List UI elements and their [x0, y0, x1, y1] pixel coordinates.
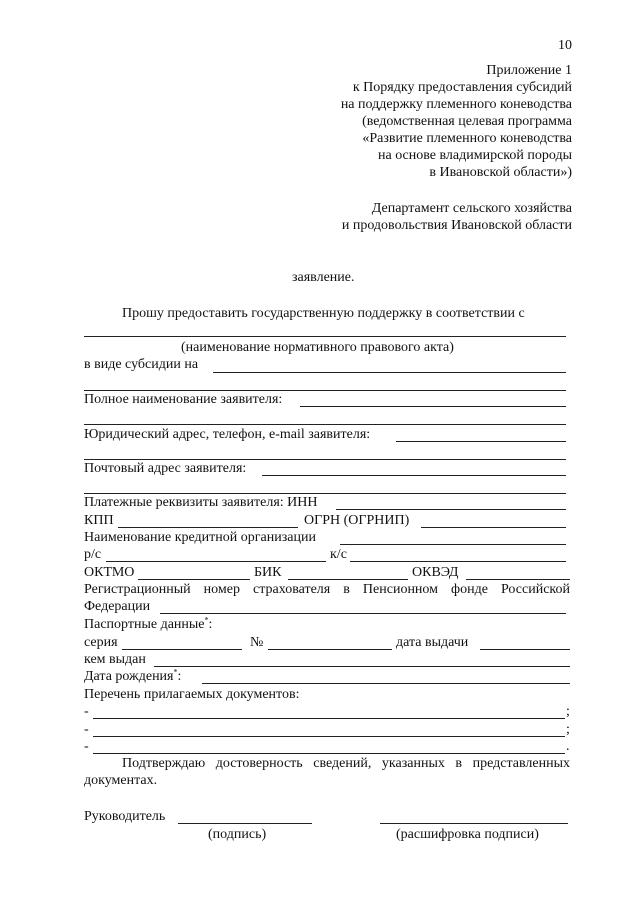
passport-colon: :: [208, 617, 213, 632]
full-name-label: Полное наименование заявителя:: [84, 392, 283, 407]
addressee-line-1: Департамент сельского хозяйства: [371, 201, 572, 216]
birth-date-label-text: Дата рождения: [84, 669, 174, 684]
doc-line-1[interactable]: [93, 718, 565, 719]
bik-label: БИК: [254, 565, 282, 580]
birth-date-colon: :: [177, 669, 182, 684]
appendix-line-1: Приложение 1: [486, 63, 572, 78]
addressee-line-2: и продовольствия Ивановской области: [341, 218, 572, 233]
payment-details-label: Платежные реквизиты заявителя: ИНН: [84, 495, 318, 510]
postal-address-label: Почтовый адрес заявителя:: [84, 461, 247, 476]
act-caption: (наименование нормативного правового акта): [181, 340, 454, 355]
signature-caption: (подпись): [208, 827, 267, 842]
signatory-role: Руководитель: [84, 809, 166, 824]
rs-line[interactable]: [106, 561, 326, 562]
doc-dash-3: -: [84, 739, 89, 754]
request-text: Прошу предоставить государственную поддержку в соответствии с: [122, 306, 525, 321]
number-label: №: [250, 635, 264, 650]
appendix-line-2: к Порядку предоставления субсидий: [352, 80, 572, 95]
postal-address-line[interactable]: [262, 475, 566, 476]
document-title: заявление.: [292, 270, 355, 285]
legal-address-label: Юридический адрес, телефон, e-mail заявителя:: [84, 427, 371, 442]
appendix-line-6: на основе владимирской породы: [377, 148, 572, 163]
birth-date-label: [84, 669, 181, 685]
doc-end-2: ;: [566, 722, 570, 737]
appendix-line-3: на поддержку племенного коневодства: [340, 97, 572, 112]
kpp-line[interactable]: [118, 527, 298, 528]
confirm-text-2: документах.: [84, 773, 158, 788]
number-line[interactable]: [268, 649, 392, 650]
birth-date-footnote-mark: *: [173, 667, 178, 677]
pension-reg-line[interactable]: [160, 613, 566, 614]
kpp-label: КПП: [84, 513, 114, 528]
signature-decode-line[interactable]: [380, 823, 568, 824]
oktmo-label: ОКТМО: [84, 565, 135, 580]
ogrn-line[interactable]: [421, 527, 566, 528]
passport-label-text: Паспортные данные: [84, 617, 205, 632]
documents-list-label: Перечень прилагаемых документов:: [84, 687, 300, 702]
pension-reg-label: Регистрационный номер страхователя в Пенсионном фонде Российской: [84, 582, 570, 597]
signature-line[interactable]: [178, 823, 312, 824]
issue-date-line[interactable]: [480, 649, 570, 650]
appendix-line-4: (ведомственная целевая программа: [362, 114, 572, 129]
doc-dash-2: -: [84, 722, 89, 737]
issued-by-line[interactable]: [154, 666, 570, 667]
ks-label: к/с: [330, 547, 347, 562]
series-label: серия: [84, 635, 118, 650]
issued-by-label: кем выдан: [84, 652, 146, 667]
doc-end-1: ;: [566, 704, 570, 719]
rs-label: р/с: [84, 547, 102, 562]
legal-address-line-2[interactable]: [84, 459, 566, 460]
subsidy-type-label: в виде субсидии на: [84, 357, 199, 372]
birth-date-line[interactable]: [202, 683, 570, 684]
doc-dash-1: -: [84, 704, 89, 719]
doc-line-3[interactable]: [93, 753, 565, 754]
bank-name-line[interactable]: [340, 544, 566, 545]
passport-footnote-mark: *: [204, 615, 209, 625]
oktmo-line[interactable]: [138, 579, 250, 580]
inn-line[interactable]: [336, 509, 566, 510]
issue-date-label: дата выдачи: [396, 635, 469, 650]
act-name-line[interactable]: [84, 336, 566, 337]
bik-line[interactable]: [288, 579, 408, 580]
doc-end-3: .: [566, 739, 570, 754]
bank-name-label: Наименование кредитной организации: [84, 530, 316, 545]
okved-label: ОКВЭД: [412, 565, 459, 580]
postal-address-line-2[interactable]: [84, 493, 566, 494]
subsidy-type-line-2[interactable]: [84, 390, 566, 391]
pension-reg-label-2: Федерации: [84, 599, 151, 614]
full-name-line[interactable]: [300, 406, 566, 407]
okved-line[interactable]: [466, 579, 570, 580]
ks-line[interactable]: [350, 561, 566, 562]
confirm-text: Подтверждаю достоверность сведений, указанных в представленных: [122, 756, 570, 771]
page-number: 10: [558, 38, 572, 53]
doc-line-2[interactable]: [93, 736, 565, 737]
legal-address-line[interactable]: [396, 441, 566, 442]
full-name-line-2[interactable]: [84, 424, 566, 425]
passport-label: [84, 617, 212, 633]
appendix-line-5: «Развитие племенного коневодства: [362, 131, 572, 146]
ogrn-label: ОГРН (ОГРНИП): [304, 513, 410, 528]
appendix-line-7: в Ивановской области»): [429, 165, 572, 180]
series-line[interactable]: [122, 649, 242, 650]
subsidy-type-line[interactable]: [213, 372, 566, 373]
signature-decode-caption: (расшифровка подписи): [396, 827, 539, 842]
